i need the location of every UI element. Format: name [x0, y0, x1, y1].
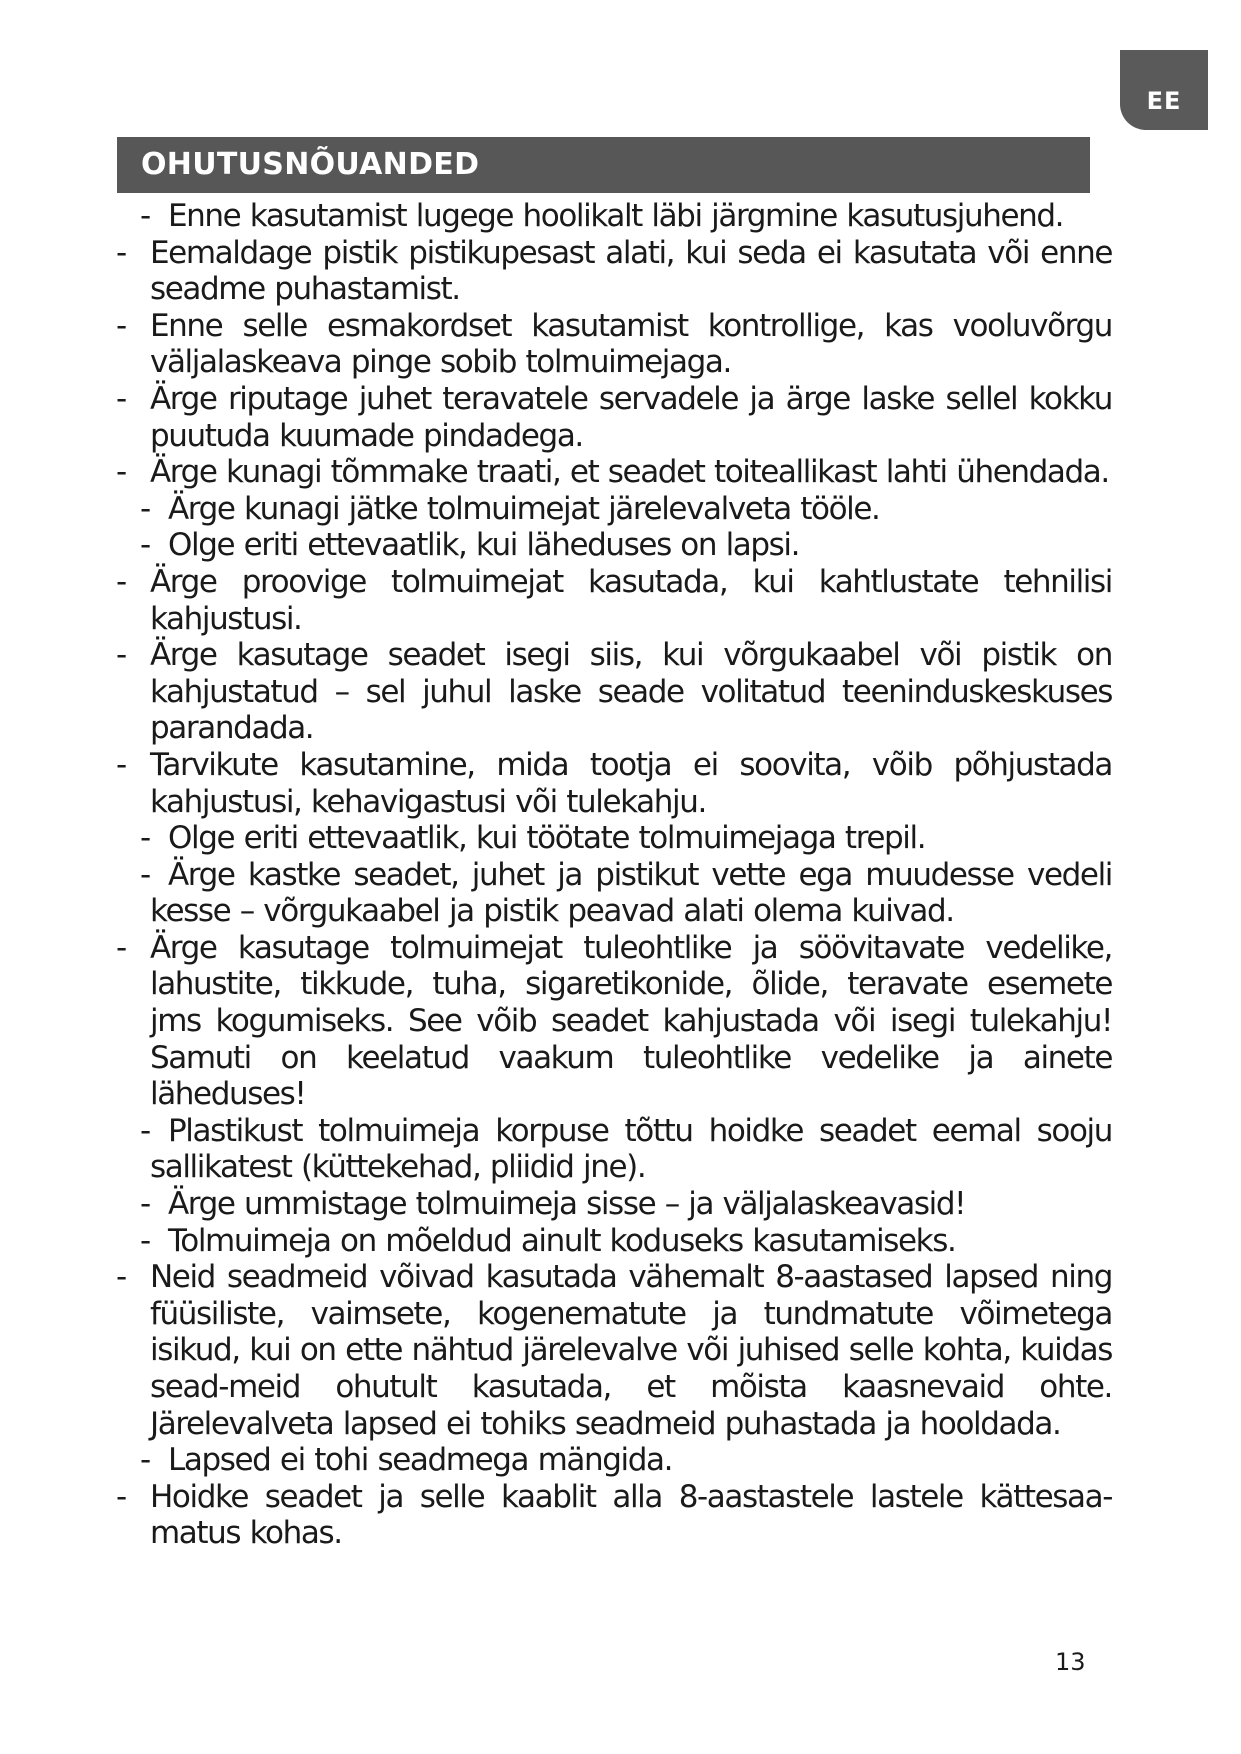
language-tab-label: EE	[1146, 87, 1182, 115]
list-item-text: Ärge kasutage tolmuimejat tuleohtlike ja söövitavate vedelike, lahustite, tikkude, tuha, sigaretikonide, õlide, teravate esemete jms kogumiseks. See võib seadet kahjustada või isegi tulekahju! Samuti on keelatud vaakum tuleohtlike vedelike ja ainete läheduses!	[150, 929, 1112, 1113]
list-item	[112, 1223, 1112, 1260]
list-item	[112, 564, 1112, 637]
list-item	[112, 1479, 1112, 1552]
bullet-dash: -	[116, 234, 126, 271]
list-item-text: Tarvikute kasutamine, mida tootja ei soovita, võib põhjustada kahjustusi, kehavigastusi või tulekahju.	[150, 746, 1112, 820]
list-item-text: Ärge riputage juhet teravatele servadele ja ärge laske sellel kokku puutuda kuumade pindadega.	[150, 380, 1112, 454]
list-item	[112, 491, 1112, 528]
list-item	[112, 527, 1112, 564]
bullet-dash: -	[116, 380, 126, 417]
list-item	[112, 381, 1112, 454]
list-item-text: Enne selle esmakordset kasutamist kontrollige, kas vooluvõrgu väljalaskeava pinge sobib tolmuimejaga.	[150, 307, 1112, 381]
list-item	[112, 454, 1112, 491]
list-item	[112, 1259, 1112, 1442]
bullet-dash: -	[116, 637, 126, 674]
list-item	[112, 235, 1112, 308]
list-item-text: Ärge proovige tolmuimejat kasutada, kui kahtlustate tehnilisi kahjustusi.	[150, 563, 1112, 637]
bullet-dash: -	[116, 563, 126, 600]
list-item-text: Ärge kastke seadet, juhet ja pistikut vette ega muudesse vedeli kesse – võrgukaabel ja pistik peavad alati olema kuivad.	[150, 856, 1112, 930]
list-item-text: Ärge kunagi jätke tolmuimejat järelevalveta tööle.	[168, 490, 880, 527]
list-item	[112, 820, 1112, 857]
list-item	[112, 747, 1112, 820]
bullet-dash: -	[140, 820, 150, 857]
list-item-text: Lapsed ei tohi seadmega mängida.	[168, 1442, 673, 1479]
list-item	[112, 308, 1112, 381]
list-item-text: Ärge ummistage tolmuimeja sisse – ja väljalaskeavasid!	[168, 1186, 966, 1223]
list-item	[112, 1442, 1112, 1479]
list-item	[112, 1186, 1112, 1223]
bullet-dash: -	[140, 1112, 150, 1149]
bullet-dash: -	[116, 1478, 126, 1515]
list-item-text: Eemaldage pistik pistikupesast alati, kui seda ei kasutata või enne seadme puhastamist.	[150, 234, 1112, 308]
page-number: 13	[1055, 1648, 1086, 1676]
list-item-text: Ärge kunagi tõmmake traati, et seadet toiteallikast lahti ühendada.	[150, 454, 1109, 491]
bullet-dash: -	[140, 527, 150, 564]
bullet-dash: -	[140, 198, 150, 234]
list-item	[112, 1113, 1112, 1186]
list-item-text: Olge eriti ettevaatlik, kui läheduses on lapsi.	[168, 527, 800, 564]
bullet-dash: -	[140, 1222, 150, 1259]
bullet-dash: -	[140, 490, 150, 527]
section-title: OHUTUSNÕUANDED	[117, 137, 1090, 193]
list-item-text: Plastikust tolmuimeja korpuse tõttu hoidke seadet eemal sooju sallikatest (küttekehad, pliidid jne).	[150, 1112, 1112, 1186]
list-item-text: Tolmuimeja on mõeldud ainult koduseks kasutamiseks.	[168, 1222, 956, 1259]
bullet-dash: -	[140, 1186, 150, 1223]
safety-instructions-list	[112, 198, 1112, 1552]
bullet-dash: -	[116, 746, 126, 783]
list-item-text: Enne kasutamist lugege hoolikalt läbi järgmine kasutusjuhend.	[168, 198, 1064, 234]
bullet-dash: -	[140, 1442, 150, 1479]
list-item	[112, 857, 1112, 930]
list-item-text: Olge eriti ettevaatlik, kui töötate tolmuimejaga trepil.	[168, 820, 926, 857]
list-item	[112, 930, 1112, 1113]
list-item	[112, 198, 1112, 235]
list-item-text: Neid seadmeid võivad kasutada vähemalt 8-aastased lapsed ning füüsiliste, vaimsete, kogenematute ja tundmatute võimetega isikud, kui on ette nähtud järelevalve või juhised selle kohta, kuidas sead-meid ohutult kasutada, et mõista kaasnevaid ohte. Järelevalveta lapsed ei tohiks seadmeid puhastada ja hooldada.	[150, 1259, 1112, 1442]
list-item-text: Hoidke seadet ja selle kaablit alla 8-aastastele lastele kättesaa-matus kohas.	[150, 1478, 1112, 1552]
list-item	[112, 637, 1112, 747]
list-item-text: Ärge kasutage seadet isegi siis, kui võrgukaabel või pistik on kahjustatud – sel juhul laske seade volitatud teeninduskeskuses parandada.	[150, 637, 1112, 747]
bullet-dash: -	[116, 454, 126, 491]
bullet-dash: -	[140, 856, 150, 893]
bullet-dash: -	[116, 307, 126, 344]
language-tab	[1120, 50, 1208, 130]
bullet-dash: -	[116, 1259, 126, 1296]
bullet-dash: -	[116, 929, 126, 966]
